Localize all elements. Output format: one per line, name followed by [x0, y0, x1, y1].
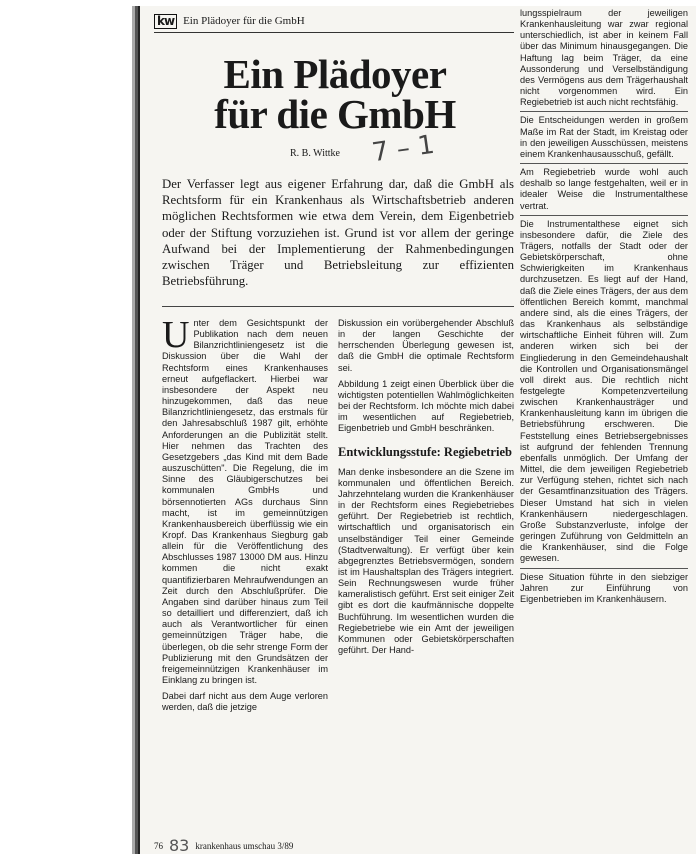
header-rule	[154, 32, 514, 33]
paragraph: Abbildung 1 zeigt einen Überblick über die wichtigsten potentiellen Wahlmöglichkeiten bei der Rechtsform. Ich möchte mich dabei im wesentlichen auf Regiebetrieb, Eigenbetrieb und GmbH beschränken.	[338, 378, 514, 434]
paragraph	[162, 314, 328, 686]
paragraph: Diskussion ein vorübergehender Abschluß in der langen Geschichte der herrschenden Überlegung gewesen ist, daß die GmbH die optimale Rechtsform sei.	[338, 318, 514, 373]
source-line: krankenhaus umschau 3/89	[195, 840, 294, 851]
running-header	[154, 12, 305, 30]
paragraph: lungsspielraum der jeweiligen Krankenhausleitung war zwar regional unterschiedlich, ist aber in keinem Fall über das Minimum hinausgegangen. Die Haftung lag beim Träger, da eine Aussonderung und Verselbständigung des Vermögens aus dem Trägerhaushalt nicht vorgenommen wird. Ein Regiebetrieb ist auch nicht rechtsfähig.	[520, 8, 688, 112]
title-line-2: für die GmbH	[214, 91, 456, 137]
title-line-1: Ein Plädoyer	[223, 51, 447, 97]
scan-background	[0, 0, 140, 858]
section-heading: Entwicklungsstufe: Regiebetrieb	[338, 444, 512, 459]
handwritten-page-number: 83	[169, 836, 190, 855]
paragraph: Die Entscheidungen werden in großem Maße im Rat der Stadt, im Kreistag oder in den jeweiligen Ausschüssen, meistens einem Krankenhausausschuß, gefällt.	[520, 115, 688, 164]
lead-rule	[162, 306, 514, 307]
text-column-3	[520, 8, 688, 611]
article-lead: Der Verfasser legt aus eigener Erfahrung dar, daß die GmbH als Rechtsform für ein Krankenhaus als Wirtschaftsbetrieb anderen möglichen Rechtsformen wie etwa dem Verein, dem Eigenbetrieb oder der Stiftung vorzuziehen ist. Grund ist vor allem der geringe Aufwand bei der Implementierung der Rahmenbedingungen zwischen Träger und Betriebsleitung zur effizienten Betriebsführung.	[162, 177, 514, 289]
text-column-1	[162, 314, 328, 718]
page-footer	[154, 836, 293, 855]
paragraph: Am Regiebetrieb wurde wohl auch deshalb so lange festgehalten, weil er in idealer Weise die Instrumentalthese vertrat.	[520, 167, 688, 216]
paragraph: Man denke insbesondere an die Szene im kommunalen und öffentlichen Bereich. Jahrzehntelang wurden die Krankenhäuser in der Rechtsform eines Regiebetriebes geführt. Der Regiebetrieb ist rechtlich, wirtschaftlich und organisatorisch ein unselbständiger Teil einer Gemeinde (Stadtverwaltung). Er verfügt über kein abgegrenztes Betriebsvermögen, sondern ist im Haushaltsplan des Trägers integriert. Sein Rechnungswesen wurde früher kameralistisch geführt. Erst seit einiger Zeit gibt es dort die kaufmännische doppelte Buchführung. Im wesentlichen wurden die Regiebetriebe wie ein Amt der jeweiligen Kommunen oder Gebietskörperschaften geführt. Der Hand-	[338, 466, 514, 656]
article-author: R. B. Wittke	[290, 148, 340, 159]
magazine-logo: kw	[154, 14, 177, 29]
paragraph: Diese Situation führte in den siebziger Jahren zur Einführung von Eigenbetrieben im Krankenhäusern.	[520, 571, 688, 604]
running-title: Ein Plädoyer für die GmbH	[183, 15, 305, 27]
text-column-2	[338, 318, 514, 661]
paragraph: Dabei darf nicht aus dem Auge verloren werden, daß die jetzige	[162, 691, 328, 713]
page-number: 76	[154, 840, 163, 851]
paragraph: Die Instrumentalthese eignet sich insbesondere dafür, die Ziele des Trägers, notfalls der Stadt oder der Gebietskörperschaft, ohne Schwierigkeiten im Krankenhaus durchzusetzen. Es liegt auf der Hand, daß die Ziele eines Trägers, der aus dem öffentlichen Bereich kommt, manchmal andere sind, als die eines Trägers, der das Krankenhaus als selbständige wirtschaftliche Einheit führen will. Zum anderen wirken sich bei der Eingliederung in den Gemeindehaushalt die Kontrollen und Organisationsmängel voll direkt aus. Die rechtlich nicht festgelegte Kompetenzverteilung zwischen Krankenhausträger und Krankenhausleitung kann im übrigen die Betriebsführung erschweren. Die Feststellung eines Betriebsergebnisses ist aufgrund der fehlenden Trennung ebenfalls unmöglich. Der Umfang der Mittel, die dem jeweiligen Regiebetrieb zur Verfügung stehen, richtet sich nach der Gesamtfinanzsituation des Trägers. Dieser Umstand hat sich in vielen Krankenhäusern niedergeschlagen. Große Substanzverluste, infolge der geringen Zuführung von Geldmitteln an die Krankenhäuser, sind die Folge gewesen.	[520, 219, 688, 569]
magazine-page	[138, 6, 696, 854]
drop-cap: U	[162, 314, 190, 356]
handwritten-note: 7 – 1	[370, 129, 437, 169]
paragraph-text: nter dem Gesichtspunkt der Publikation nach dem neuen Bilanzrichtliniengesetz ist die Diskussion über die Wahl der Rechtsform eines Krankenhauses erneut aufgeflackert. Hierbei war insbesondere der Aspekt neu hinzugekommen, daß das neue Bilanzrichtliniengesetz, das erstmals für den Jahresabschluß 1987 gilt, erhöhte Anforderungen an die Publizität stellt. Hier nehmen das Trachten des Gesetzgebers „das Kind mit dem Bade auszuschütten". Die Regelung, die im Sinne des Gläubigerschutzes bei kommunalen GmbHs und börsennotierten AGs durchaus Sinn macht, ist im gemeinnützigen Krankenhausbereich überflüssig wie ein Kropf. Das Krankenhaus Siegburg gab allein für die Veröffentlichung des Abschlusses 1987 13000 DM aus. Hinzu kommen die nicht exakt quantifizierbaren Mehraufwendungen an Zeit durch den Abschlußprüfer. Die Angaben sind darüber hinaus zum Teil so detailliert und differenziert, daß ich auch als Verantwortlicher für einen gemeinnützigen Träger habe, die überlegen, ob die sehr strenge Form der Publizierung mit den Grundsätzen der freigemeinnützigen Krankenhäuser im Einklang zu bringen ist.	[162, 318, 328, 685]
article-title	[170, 51, 500, 137]
